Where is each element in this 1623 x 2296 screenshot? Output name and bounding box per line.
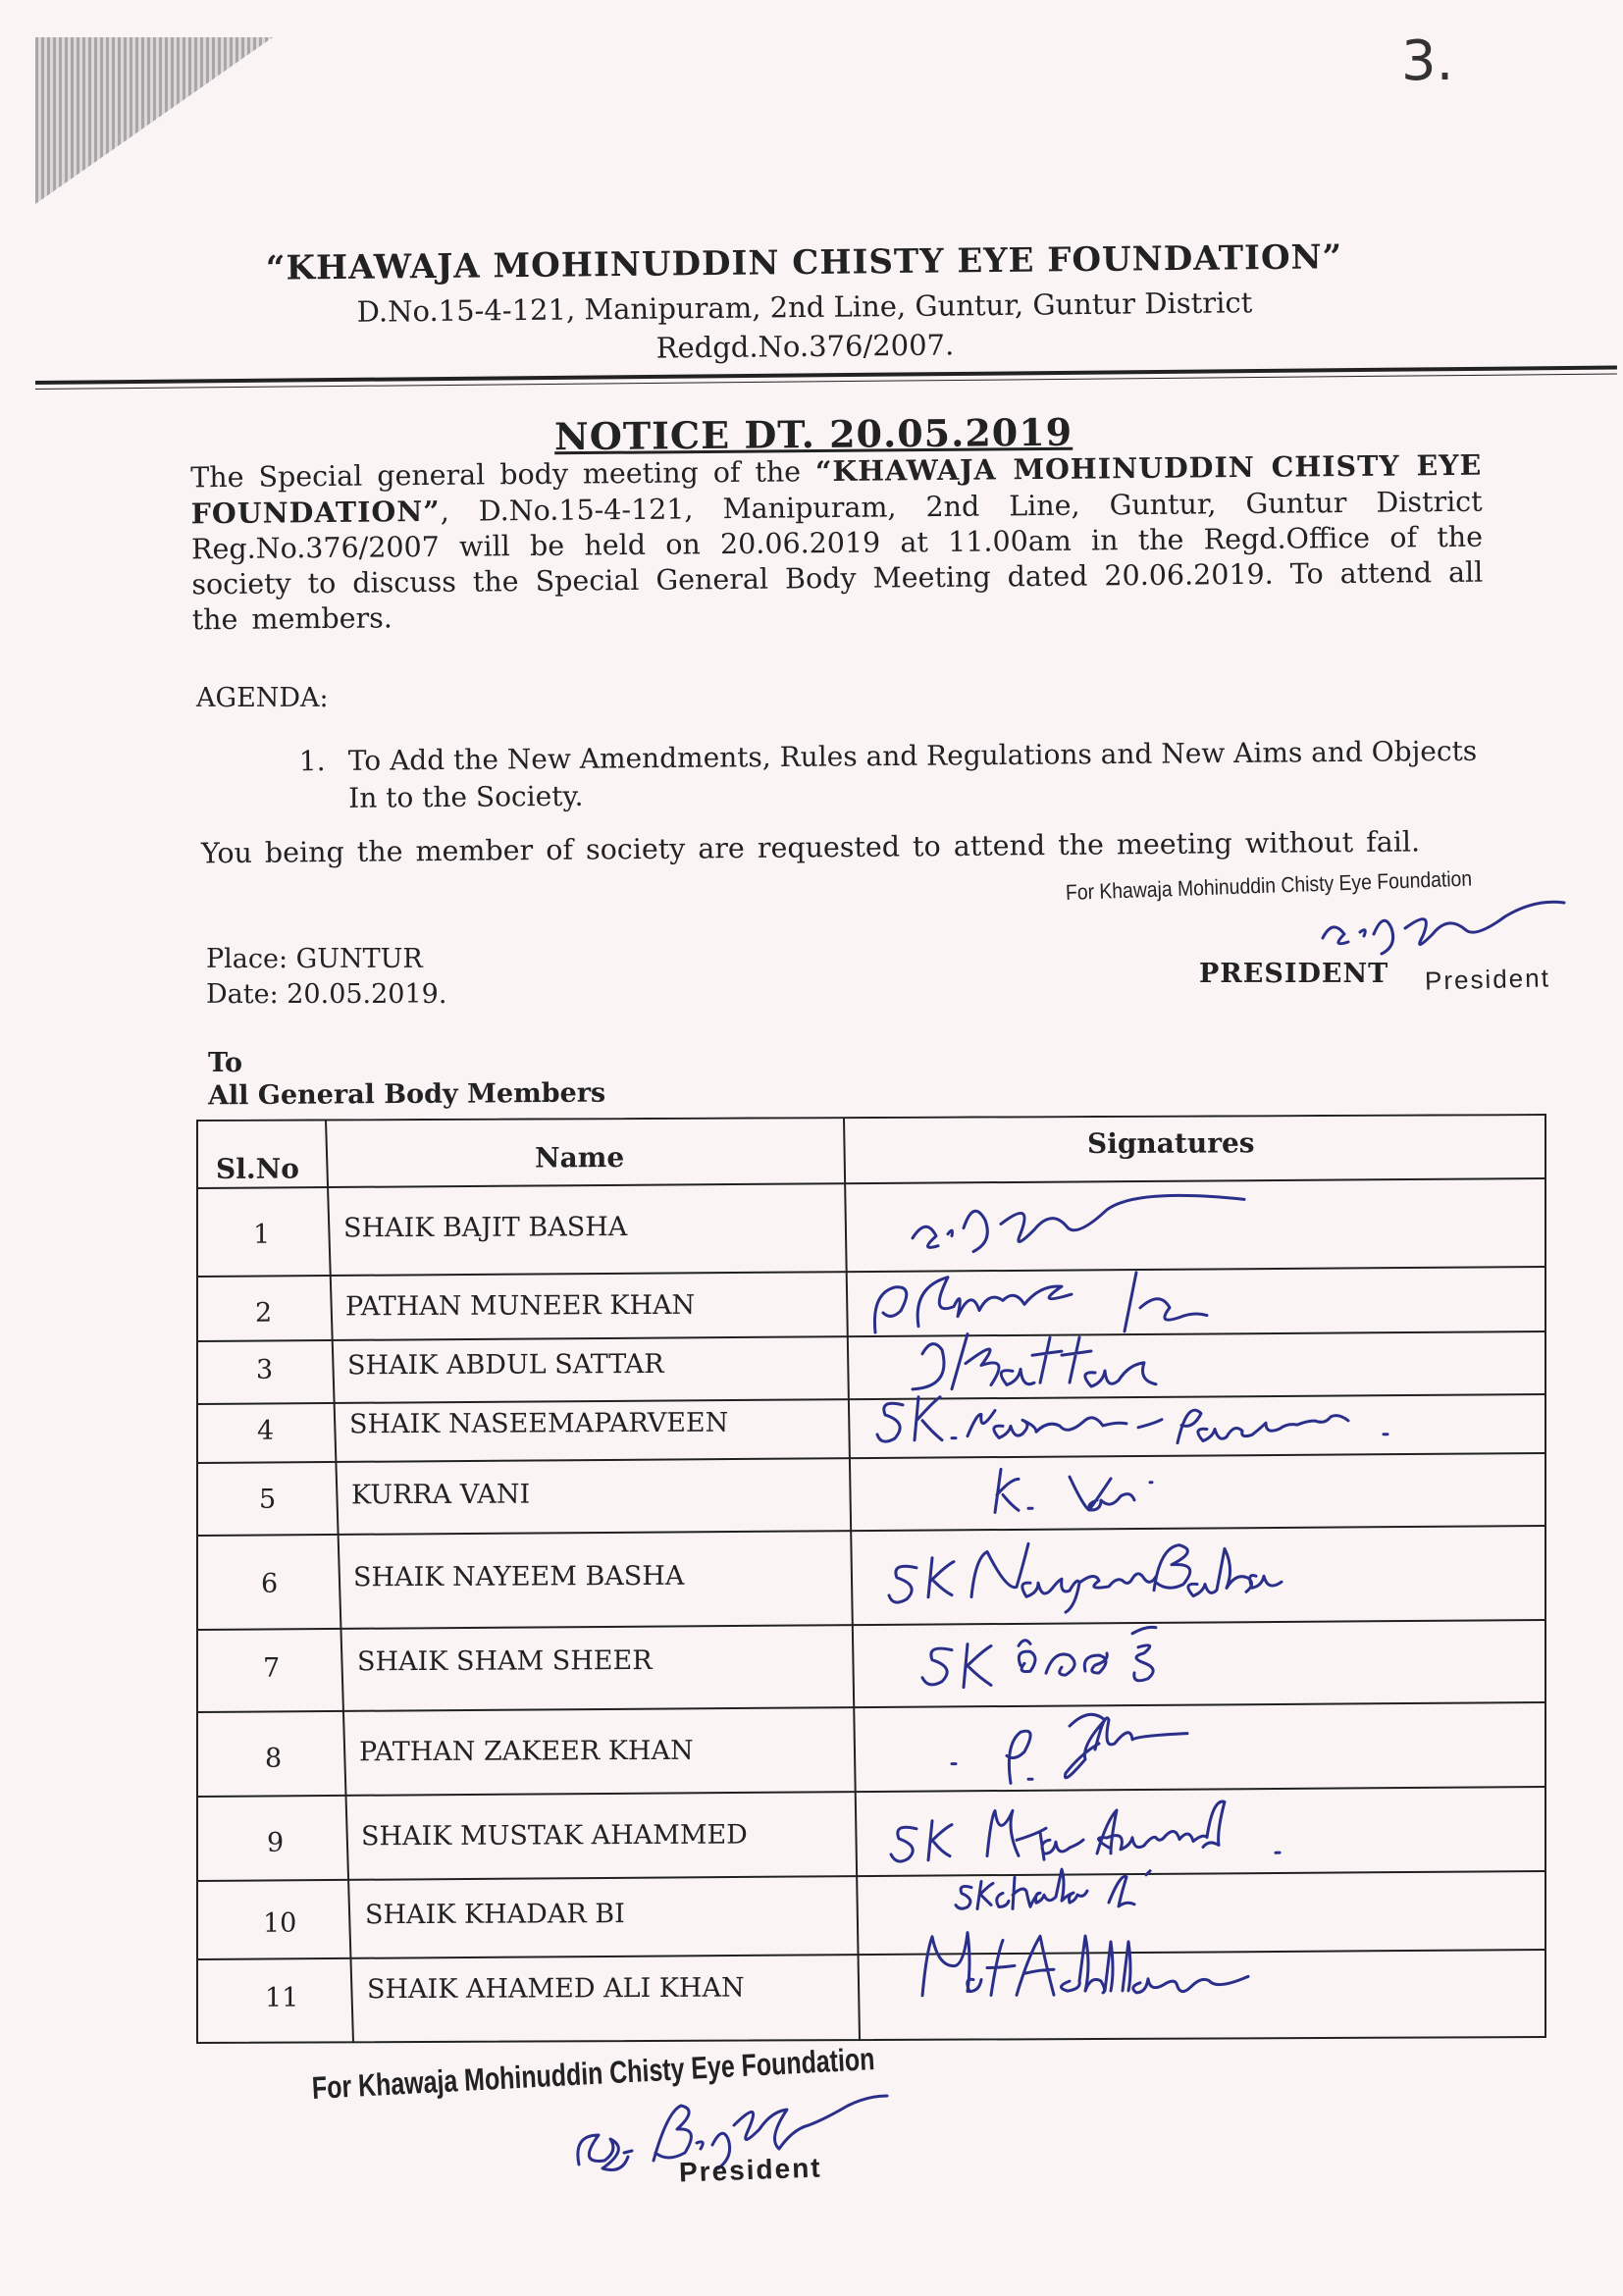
org-name: “KHAWAJA MOHINUDDIN CHISTY EYE FOUNDATION” <box>265 237 1343 288</box>
signature-row-5 <box>981 1459 1178 1519</box>
row-sl-no: 11 <box>265 1982 299 2013</box>
column-header-name: Name <box>535 1141 625 1174</box>
column-header-sl-no: Sl.No <box>216 1152 299 1185</box>
row-name: SHAIK BAJIT BASHA <box>343 1212 628 1244</box>
row-sl-no: 9 <box>267 1827 285 1858</box>
to-label: To <box>208 1048 243 1078</box>
row-name: SHAIK KHADAR BI <box>365 1899 625 1931</box>
notice-body-org: “KHAWAJA MOHINUDDIN CHISTY EYE FOUNDATION” <box>190 447 1483 531</box>
signature-row-9 <box>883 1792 1315 1868</box>
row-name: SHAIK AHAMED ALI KHAN <box>367 1972 745 2006</box>
page-number: 3. <box>1401 29 1454 93</box>
letterhead <box>215 237 1393 370</box>
notice-date: Date: 20.05.2019. <box>206 979 447 1010</box>
agenda-item-text: To Add the New Amendments, Rules and Regulations and New Aims and Objects In to the Society. <box>347 734 1478 814</box>
notice-title: NOTICE DT. 20.05.2019 <box>553 409 1073 459</box>
row-sl-no: 3 <box>256 1354 274 1385</box>
org-address: D.No.15-4-121, Manipuram, 2nd Line, Guntur, Guntur District <box>356 286 1253 329</box>
row-sl-no: 5 <box>259 1484 277 1515</box>
attendance-request: You being the member of society are requested to attend the meeting without fail. <box>200 825 1421 870</box>
row-name: KURRA VANI <box>351 1479 531 1511</box>
stamp-for-foundation: For Khawaja Mohinuddin Chisty Eye Foundation <box>1065 865 1473 905</box>
president-stamp-title: President <box>1424 963 1551 996</box>
president-signature-top <box>1315 895 1580 960</box>
row-name: SHAIK MUSTAK AHAMMED <box>361 1819 748 1852</box>
agenda-item <box>299 733 1488 818</box>
signature-row-4 <box>873 1380 1403 1456</box>
row-name: SHAIK NASEEMAPARVEEN <box>349 1407 729 1440</box>
row-sl-no: 10 <box>263 1907 297 1939</box>
row-name: SHAIK NAYEEM BASHA <box>353 1560 685 1593</box>
row-name: SHAIK SHAM SHEER <box>357 1644 653 1678</box>
notice-body <box>190 447 1484 639</box>
row-sl-no: 4 <box>257 1415 275 1446</box>
scan-artifact <box>35 37 273 204</box>
agenda-item-number: 1. <box>298 745 326 778</box>
agenda-label: AGENDA: <box>196 683 329 713</box>
row-name: PATHAN ZAKEER KHAN <box>359 1735 694 1768</box>
notice-body-rest: , D.No.15-4-121, Manipuram, 2nd Line, Guntur, Guntur District Reg.No.376/2007 will be held on 20.06.2019 at 11.00am in the Regd.Office of the society to discuss the Special General Body Meeting dated 20.06.2019. To attend all the members. <box>190 485 1484 637</box>
recipients-group: All General Body Members <box>207 1077 606 1112</box>
president-title: PRESIDENT <box>1199 959 1389 989</box>
members-signature-table <box>196 1114 1546 2046</box>
signature-row-8 <box>942 1699 1217 1799</box>
signature-row-7 <box>913 1616 1207 1696</box>
row-name: PATHAN MUNEER KHAN <box>345 1289 696 1323</box>
org-registration: Redgd.No.376/2007. <box>655 328 955 365</box>
meeting-place: Place: GUNTUR <box>206 944 423 974</box>
footer-stamp-for-foundation: For Khawaja Mohinuddin Chisty Eye Foundation <box>311 2040 876 2106</box>
row-sl-no: 8 <box>265 1743 283 1774</box>
signature-row-11 <box>913 1921 1325 2011</box>
row-name: SHAIK ABDUL SATTAR <box>347 1348 664 1382</box>
row-sl-no: 2 <box>255 1297 273 1329</box>
row-sl-no: 6 <box>261 1568 279 1599</box>
column-header-signatures: Signatures <box>1087 1126 1255 1161</box>
row-sl-no: 7 <box>263 1652 281 1684</box>
row-sl-no: 1 <box>253 1219 271 1250</box>
signature-row-10 <box>952 1862 1246 1918</box>
signature-row-6 <box>883 1527 1354 1617</box>
notice-body-start: The Special general body meeting of the <box>190 455 816 495</box>
footer-president-title: President <box>678 2152 823 2188</box>
